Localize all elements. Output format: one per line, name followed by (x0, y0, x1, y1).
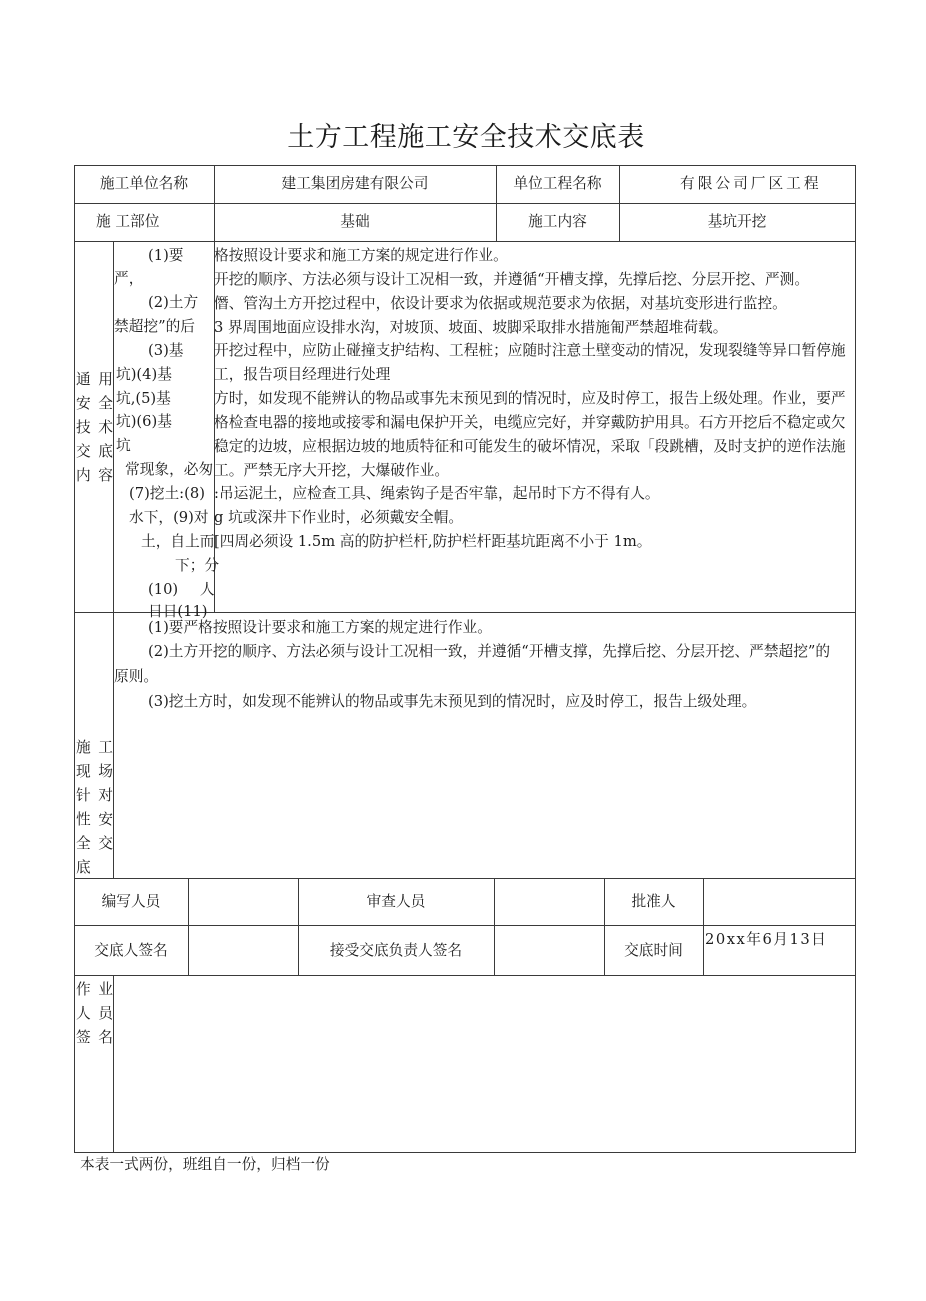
label-line: 交底 (76, 443, 113, 460)
label-line: 通用 (76, 371, 113, 388)
text-fragment: 水下，(9)对 (129, 509, 209, 526)
content-line: 开挖过程中，应防止碰撞支护结构、工程桩；应随时注意土壁变动的情况，发现裂缝等异口暂停施 (214, 342, 846, 360)
construction-part-value: 基础 (340, 213, 370, 230)
text-fragment: 下；分 (175, 557, 220, 574)
text-fragment: 常现象，必匆 (125, 461, 214, 478)
label-line: 签名 (76, 1029, 113, 1046)
text-fragment: (2)土方 (148, 294, 199, 311)
table-border-line (74, 165, 856, 166)
construction-unit-label: 施工单位名称 (99, 175, 189, 192)
content-line: 工，报告项目经理进行处理 (214, 366, 391, 384)
label-line: 性安 (76, 811, 113, 828)
general-safety-label (76, 368, 113, 488)
label-line: 全交 (76, 835, 113, 852)
table-border-line (113, 975, 114, 1152)
project-name-value: 有限公司厂区工程 (680, 175, 822, 192)
table-border-line (74, 878, 856, 879)
table-border-line (74, 203, 856, 204)
site-specific-line: (3)挖土方时，如发现不能辨认的物品或事先末预见到的情况时，应及时停工，报告上级处理。 (148, 693, 757, 710)
table-border-line (703, 878, 704, 975)
text-fragment: 坑)(6)基 (116, 413, 172, 430)
table-border-line (855, 165, 856, 1153)
label-line: 内容 (76, 467, 113, 484)
table-border-line (494, 878, 495, 975)
footer-note: 本表一式两份，班组自一份，归档一份 (80, 1156, 330, 1173)
text-fragment: 坑)(4)基 (116, 366, 172, 383)
label-line: 人员 (76, 1005, 113, 1022)
label-line: 作业 (76, 981, 113, 998)
label-line: 现场 (76, 763, 113, 780)
label-line: 底 (76, 859, 91, 876)
content-line: 格检查电器的接地或接零和漏电保护开关，电缆应完好，并穿戴防护用具。石方开挖后不稳定或欠 (214, 413, 846, 431)
label-line: 针对 (76, 787, 113, 804)
content-line: g 坑或深井下作业时，必须戴安全帽。 (214, 509, 464, 527)
general-safety-fragment-column (114, 242, 220, 620)
briefing-date-label: 交底时间 (624, 942, 683, 959)
text-fragment: (1)要 (148, 247, 184, 264)
workers-signature-label (76, 978, 113, 1050)
text-fragment: 日日(11) (148, 603, 208, 620)
text-fragment: 坑,(5)基 (116, 390, 171, 407)
label-line: 安全 (76, 395, 113, 412)
general-safety-content (214, 244, 846, 554)
site-specific-line: (1)要严格按照设计要求和施工方案的规定进行作业。 (148, 619, 492, 636)
briefing-date-value: 20xx年6月13日 (705, 931, 828, 948)
table-border-line (188, 878, 189, 975)
text-fragment: 严， (114, 270, 144, 287)
construction-unit-value: 建工集团房建有限公司 (281, 175, 429, 192)
content-line: [四周必须设 1.5m 高的防护栏杆,防护栏杆距基坑距离不小于 1m。 (214, 533, 652, 551)
site-specific-line: 原则。 (114, 668, 159, 685)
label-line: 施工 (76, 739, 113, 756)
text-fragment: 坑 (116, 437, 131, 454)
content-line: 方时，如发现不能辨认的物品或事先末预见到的情况时，应及时停工，报告上级处理。作业，要严 (214, 390, 846, 408)
construction-content-label: 施工内容 (528, 213, 587, 230)
label-line: 技术 (76, 419, 113, 436)
site-specific-line: (2)土方开挖的顺序、方法必须与设计工况相一致，并遵循“开槽支撑，先撑后挖、分层开挖、严禁超挖”的 (148, 643, 831, 660)
table-border-line (74, 165, 75, 1153)
approver-label: 批准人 (631, 893, 676, 910)
text-fragment: (7)挖土:(8) (129, 485, 205, 502)
content-line: :吊运泥土，应检查工具、绳索钩子是否牢靠，起吊时下方不得有人。 (214, 485, 660, 503)
site-specific-label (76, 736, 113, 880)
text-fragment: 禁超挖”的后 (114, 318, 195, 335)
text-fragment: (10) 人 (148, 581, 215, 598)
content-line: 僭、管沟土方开挖过程中，依设计要求为依据或规范要求为依据，对基坑变形进行监控。 (214, 294, 787, 312)
content-line: 开挖的顺序、方法必须与设计工况相一致，并遵循“开槽支撑，先撑后挖、分层开挖、严测。 (214, 270, 810, 288)
table-border-line (74, 925, 856, 926)
writer-label: 编写人员 (101, 893, 161, 910)
receiver-signature-label: 接受交底负责人签名 (329, 942, 463, 959)
document-title: 土方工程施工安全技术交底表 (287, 122, 645, 153)
content-line: 3 界周围地面应设排水沟，对坡顶、坡面、坡脚采取排水措施匍严禁超堆荷载。 (214, 318, 728, 336)
construction-content-value: 基坑开挖 (707, 213, 767, 230)
content-line: 稳定的边坡，应根据边坡的地质特征和可能发生的破坏情况，采取「段跳槽，及时支护的逆作法施 (214, 437, 846, 455)
table-border-line (74, 975, 856, 976)
project-name-label: 单位工程名称 (513, 175, 602, 192)
reviewer-label: 审查人员 (366, 893, 426, 910)
text-fragment: 土，自上而 (141, 533, 215, 550)
content-line: 工。严禁无序大开挖，大爆破作业。 (214, 461, 450, 479)
briefer-signature-label: 交底人签名 (94, 942, 168, 959)
content-line: 格按照设计要求和施工方案的规定进行作业。 (214, 247, 508, 264)
construction-part-label: 施 工部位 (96, 213, 160, 230)
text-fragment: (3)基 (148, 342, 184, 359)
